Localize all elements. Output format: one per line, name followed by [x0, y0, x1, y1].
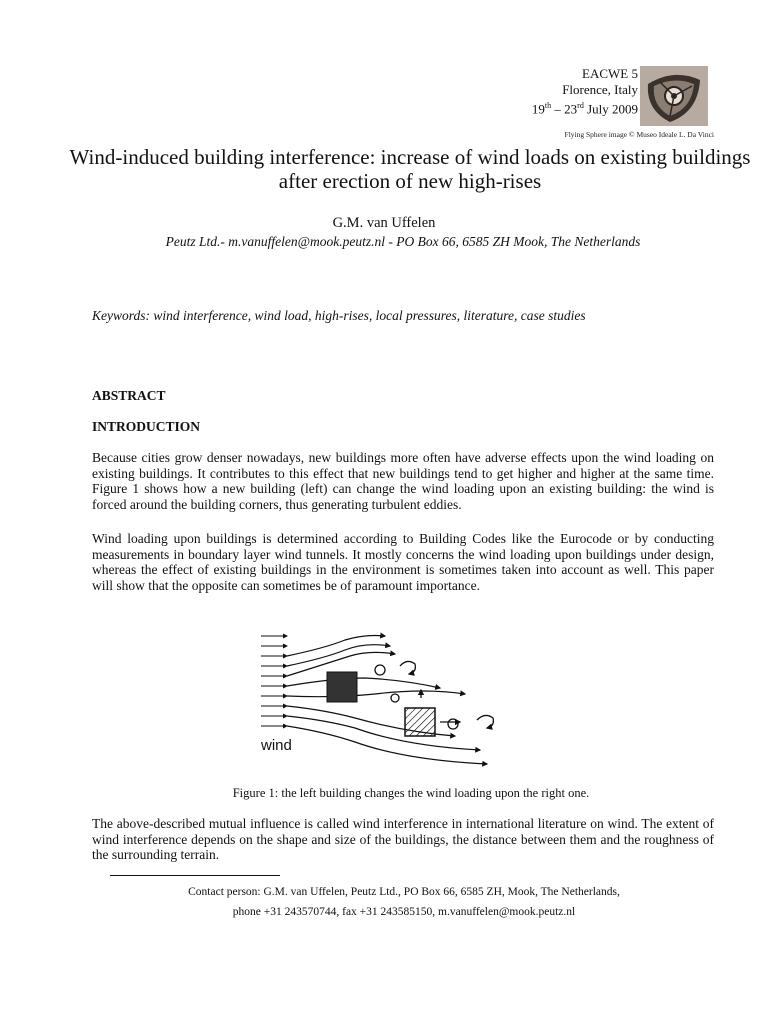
conference-info [532, 66, 638, 117]
author-name: G.M. van Uffelen [332, 215, 436, 231]
inflow-arrows [261, 636, 287, 726]
paragraph-1: Because cities grow denser nowadays, new buildings more often have adverse effects upon the wind loading on existing buildings. It contributes to this effect that new buildings tend to get higher and higher at the same time. Figure 1 shows how a new building (left) can change the wind loading upon an existing building: the wind is forced around the building corners, thus generating turbulent eddies. [92, 450, 714, 512]
footnote-line-2: phone +31 243570744, fax +31 243585150, m.vanuffelen@mook.peutz.nl [232, 906, 576, 918]
paragraph-3: The above-described mutual influence is called wind interference in international literature on wind. The extent of wind interference depends on the shape and size of the buildings, the distance between them and the roughness of the surrounding terrain. [92, 816, 714, 862]
footnote-rule [110, 875, 280, 876]
flying-sphere-logo [640, 66, 708, 126]
existing-building-right [405, 708, 435, 736]
heading-abstract: ABSTRACT [92, 388, 166, 403]
heading-introduction: INTRODUCTION [92, 419, 201, 434]
paper-title: Wind-induced building interference: increase of wind loads on existing buildings after erection of new high-rises [69, 145, 751, 193]
paragraph-2: Wind loading upon buildings is determined according to Building Codes like the Eurocode or by conducting measurements in boundary layer wind tunnels. It mostly concerns the wind loading upon buildings under design, whereas the effect of existing buildings in the environment is sometimes taken into account as well. This paper will show that the opposite can sometimes be of paramount importance. [92, 531, 714, 593]
author-affiliation: Peutz Ltd.- m.vanuffelen@mook.peutz.nl - PO Box 66, 6585 ZH Mook, The Netherlands [165, 234, 641, 249]
conference-location: Florence, Italy [562, 82, 638, 97]
conference-name: EACWE 5 [582, 66, 638, 81]
streamlines [287, 636, 487, 765]
wind-label: wind [261, 737, 292, 754]
keywords: Keywords: wind interference, wind load, high-rises, local pressures, literature, case studies [92, 308, 586, 323]
new-building-left [327, 672, 357, 702]
figure-1 [255, 628, 515, 768]
conference-dates: 19th – 23rd July 2009 [531, 101, 638, 117]
wind-interference-diagram [255, 628, 515, 768]
footnote-line-1: Contact person: G.M. van Uffelen, Peutz Ltd., PO Box 66, 6585 ZH, Mook, The Netherlands, [188, 886, 620, 898]
image-credit: Flying Sphere image © Museo Ideale L. Da Vinci [564, 130, 714, 139]
figure-caption: Figure 1: the left building changes the wind loading upon the right one. [232, 786, 590, 800]
